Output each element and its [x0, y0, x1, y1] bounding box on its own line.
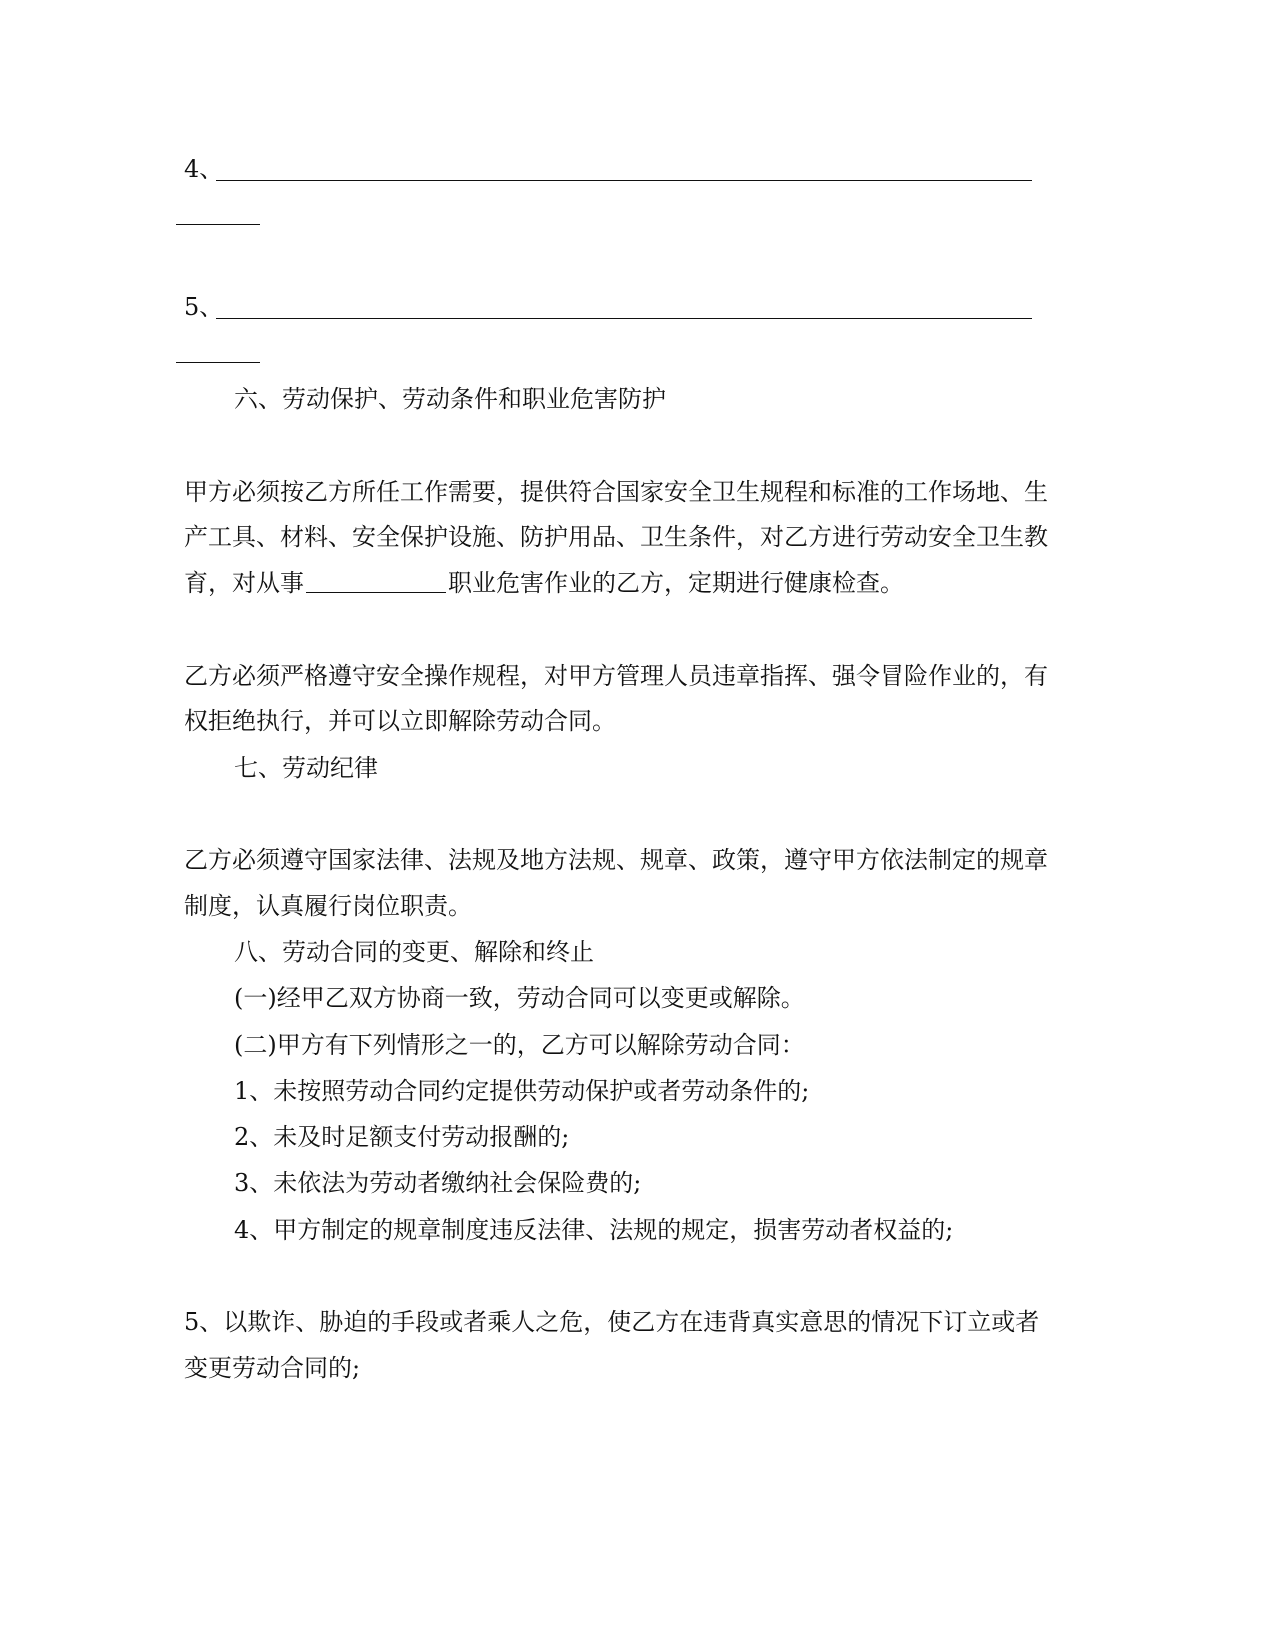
item-5-blank-line: [216, 318, 1032, 319]
item-5-blank-line-continued: [176, 362, 260, 363]
paragraph-1-line-3: [184, 568, 904, 598]
item-4-label: 4、: [184, 155, 224, 183]
section-7-heading: 七、劳动纪律: [234, 754, 378, 782]
paragraph-2-line-2: 权拒绝执行，并可以立即解除劳动合同。: [184, 707, 616, 735]
paragraph-1-line-2: 产工具、材料、安全保护设施、防护用品、卫生条件，对乙方进行劳动安全卫生教: [184, 523, 1048, 551]
paragraph-1-line-3-suffix: 职业危害作业的乙方，定期进行健康检查。: [448, 569, 904, 597]
paragraph-2-line-1: 乙方必须严格遵守安全操作规程，对甲方管理人员违章指挥、强令冒险作业的，有: [184, 662, 1048, 690]
paragraph-3-line-1: 乙方必须遵守国家法律、法规及地方法规、规章、政策，遵守甲方依法制定的规章: [184, 846, 1048, 874]
section-8-item-4: 4、甲方制定的规章制度违反法律、法规的规定，损害劳动者权益的;: [234, 1216, 954, 1244]
section-8-item-5-line-1: 5、以欺诈、胁迫的手段或者乘人之危，使乙方在违背真实意思的情况下订立或者: [184, 1308, 1040, 1336]
section-8-item-2: 2、未及时足额支付劳动报酬的;: [234, 1123, 570, 1151]
occupation-blank: [306, 570, 446, 593]
item-5-label: 5、: [184, 293, 224, 321]
section-8-item-1: 1、未按照劳动合同约定提供劳动保护或者劳动条件的;: [234, 1077, 810, 1105]
section-8-heading: 八、劳动合同的变更、解除和终止: [234, 938, 594, 966]
item-4-blank-line-continued: [176, 224, 260, 225]
section-8-item-a: (一)经甲乙双方协商一致，劳动合同可以变更或解除。: [234, 984, 805, 1012]
section-8-item-5-line-2: 变更劳动合同的;: [184, 1354, 361, 1382]
item-4-blank-line: [216, 180, 1032, 181]
paragraph-1-line-1: 甲方必须按乙方所任工作需要，提供符合国家安全卫生规程和标准的工作场地、生: [184, 478, 1048, 506]
section-8-item-3: 3、未依法为劳动者缴纳社会保险费的;: [234, 1169, 642, 1197]
section-6-heading: 六、劳动保护、劳动条件和职业危害防护: [234, 385, 666, 413]
paragraph-1-line-3-prefix: 育，对从事: [184, 569, 304, 597]
section-8-item-b: (二)甲方有下列情形之一的，乙方可以解除劳动合同：: [234, 1031, 805, 1059]
paragraph-3-line-2: 制度，认真履行岗位职责。: [184, 892, 472, 920]
